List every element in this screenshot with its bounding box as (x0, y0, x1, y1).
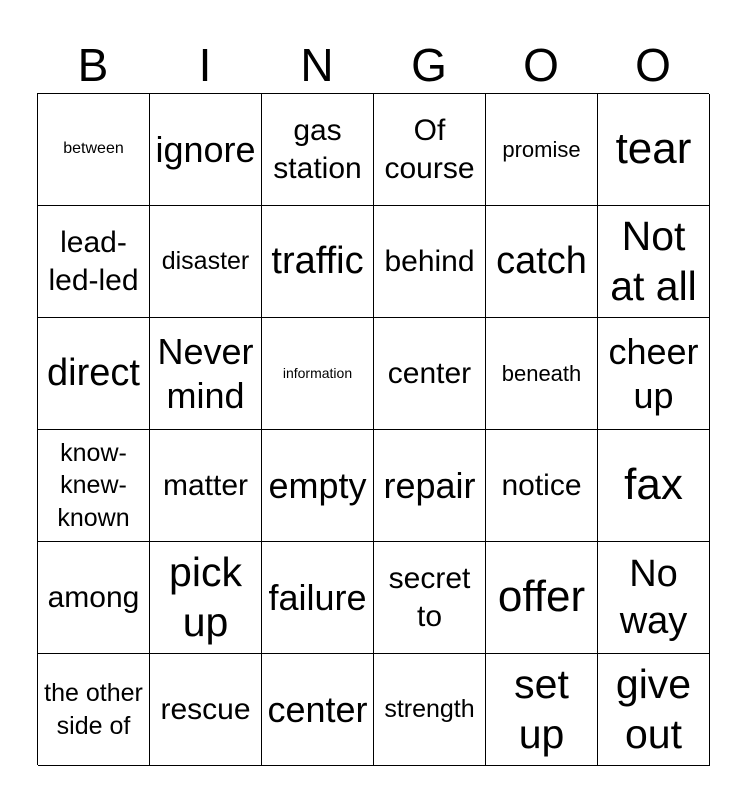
bingo-cell (374, 542, 486, 654)
bingo-cell (598, 430, 710, 542)
bingo-cell (150, 94, 262, 206)
bingo-cell (150, 318, 262, 430)
bingo-cell (38, 430, 150, 542)
header-letter-i: I (198, 39, 212, 91)
bingo-cell (486, 542, 598, 654)
bingo-cell (598, 542, 710, 654)
cell-text: Not at all (610, 213, 697, 309)
cell-text: set up (514, 661, 569, 757)
bingo-cell (486, 206, 598, 318)
bingo-cell (38, 94, 150, 206)
cell-text: notice (501, 468, 582, 502)
header-letter-g: G (411, 39, 447, 91)
cell-text: center (267, 688, 368, 730)
cell-text: the other side of (44, 679, 143, 740)
bingo-cell (262, 430, 374, 542)
cell-text: traffic (271, 240, 364, 283)
cell-text: gas station (273, 114, 362, 185)
bingo-cell (38, 206, 150, 318)
bingo-cell (598, 654, 710, 766)
bingo-cell (598, 318, 710, 430)
cell-text: ignore (155, 128, 256, 170)
cell-text: empty (268, 464, 367, 506)
bingo-cell (374, 318, 486, 430)
bingo-cell (598, 206, 710, 318)
cell-text: direct (47, 352, 140, 395)
header-letter-o: O (523, 39, 559, 91)
bingo-cell (150, 654, 262, 766)
bingo-cell (262, 94, 374, 206)
header-letter-n: N (300, 39, 334, 91)
cell-text: cheer up (608, 331, 699, 416)
cell-text: offer (497, 572, 586, 622)
bingo-cell (38, 318, 150, 430)
cell-text: pick up (169, 549, 242, 645)
bingo-cell (150, 542, 262, 654)
cell-text: rescue (160, 692, 251, 726)
bingo-cell (262, 654, 374, 766)
cell-text: among (47, 580, 140, 614)
cell-text: beneath (501, 360, 582, 386)
cell-text: disaster (161, 247, 250, 276)
bingo-cell (150, 430, 262, 542)
bingo-board (37, 93, 709, 765)
cell-text: lead-led-led (48, 226, 139, 297)
cell-text: give out (615, 661, 692, 757)
bingo-cell (374, 94, 486, 206)
cell-text: Of course (384, 114, 475, 185)
cell-text: between (63, 140, 124, 158)
cell-text: catch (496, 240, 587, 283)
bingo-header (37, 36, 709, 94)
bingo-cell (262, 206, 374, 318)
bingo-cell (262, 318, 374, 430)
bingo-cell (38, 654, 150, 766)
cell-text: behind (384, 244, 475, 278)
cell-text: secret to (388, 562, 471, 633)
cell-text: promise (502, 136, 581, 162)
bingo-cell (374, 206, 486, 318)
cell-text: No way (619, 553, 688, 642)
header-letter-o-2: O (635, 39, 671, 91)
cell-text: center (387, 356, 472, 390)
bingo-cell (374, 430, 486, 542)
cell-text: Never mind (157, 331, 254, 416)
cell-text: repair (383, 464, 476, 506)
bingo-cell (486, 430, 598, 542)
bingo-cell (598, 94, 710, 206)
bingo-cell (38, 542, 150, 654)
cell-text: know-knew-known (57, 438, 130, 532)
cell-text: matter (162, 468, 249, 502)
header-letter-b: B (77, 39, 109, 91)
bingo-cell (486, 94, 598, 206)
cell-text: strength (384, 695, 475, 724)
bingo-cell (262, 542, 374, 654)
cell-text: failure (268, 576, 367, 618)
bingo-cell (150, 206, 262, 318)
bingo-cell (486, 654, 598, 766)
bingo-cell (486, 318, 598, 430)
cell-text: fax (624, 460, 683, 510)
cell-text: tear (615, 124, 692, 174)
bingo-cell (374, 654, 486, 766)
cell-text: information (282, 365, 353, 382)
